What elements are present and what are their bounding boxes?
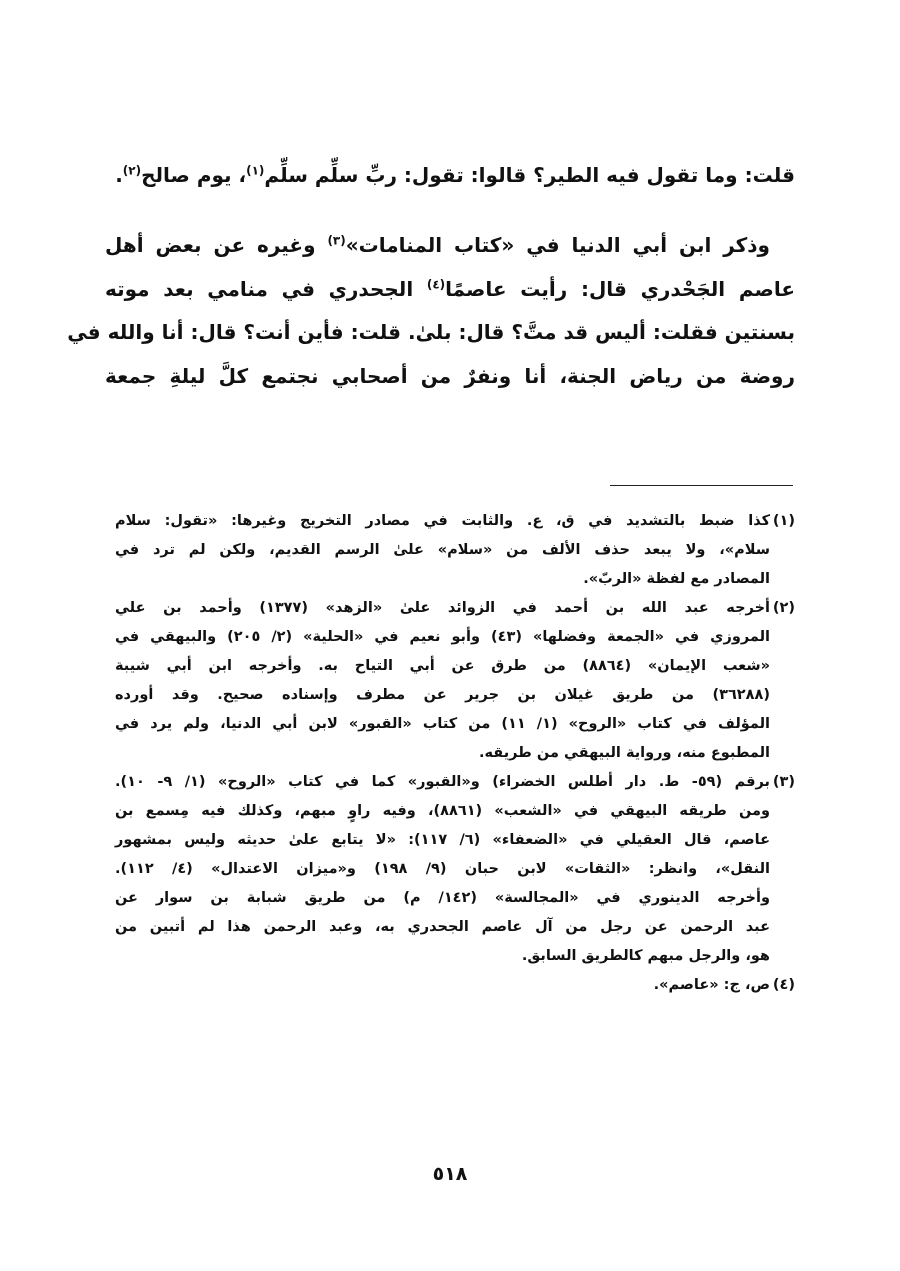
footnote-line: كذا ضبط بالتشديد في ق، ع. والثابت في مصادر التخريج وغيرها: «تقول: سلام [115,513,770,529]
footnote-number: (٢) [772,600,795,616]
footnote-ref[interactable]: (١) [246,163,265,178]
footnote-line: (٣٦٢٨٨) من طريق غيلان بن جرير عن مطرف وإسناده صحيح. وقد أورده [115,687,770,703]
text-segment: عاصم الجَحْدري قال: رأيت عاصمًا [445,277,795,301]
footnote-line: المؤلف في كتاب «الروح» (١/ ١١) من كتاب «القبور» لابن أبي الدنيا، ولم يرد في [115,716,770,732]
footnote-ref[interactable]: (٢) [122,163,142,178]
footnote-line: ومن طريقه البيهقي في «الشعب» (٨٨٦١)، وفيه راوٍ مبهم، وكذلك فيه مِسمع بن [115,803,771,819]
main-text-line [105,223,770,267]
footnote-line: النقل»، وانظر: «الثقات» لابن حبان (٩/ ١٩٨) و«ميزان الاعتدال» (٤/ ١١٢). [115,861,770,877]
main-text-line [105,153,795,197]
text-segment: الجحدري في منامي بعد موته [105,277,427,301]
footnote-line: المطبوع منه، ورواية البيهقي من طريقه. [478,745,770,761]
footnote-line: هو، والرجل مبهم كالطريق السابق. [521,948,770,964]
text-segment: وغيره عن بعض أهل [105,233,328,257]
footnote-line: وأخرجه الدينوري في «المجالسة» (١٤٢/ م) من طريق شبابة بن سوار عن [115,890,770,906]
text-segment: ، يوم صالح [141,163,247,187]
main-text-line [105,267,795,311]
main-text-line: روضة من رياض الجنة، أنا ونفرٌ من أصحابي نجتمع كلَّ ليلةِ جمعة [105,364,795,388]
footnote-number: (١) [772,513,795,529]
footnote-line: عبد الرحمن عن رجل من آل عاصم الجحدري به، وعبد الرحمن هذا لم أتبين من [115,919,770,935]
main-text-line: بسنتين فقلت: أليس قد متَّ؟ قال: بلىٰ. قلت: فأين أنت؟ قال: أنا والله في [67,320,795,344]
page-number: ٥١٨ [432,1163,468,1185]
text-segment: وذكر ابن أبي الدنيا في «كتاب المنامات» [345,233,770,257]
footnote-line: ص، ج: «عاصم». [653,977,770,993]
footnote-line: «شعب الإيمان» (٨٨٦٤) من طرق عن أبي التياح به. وأخرجه ابن أبي شيبة [115,658,770,674]
footnote-separator [610,485,793,486]
footnote-number: (٣) [772,774,795,790]
footnote-line: سلام»، ولا يبعد حذف الألف من «سلام» علىٰ الرسم القديم، ولكن لم ترد في [115,542,770,558]
footnote-line: أخرجه عبد الله بن أحمد في الزوائد علىٰ «الزهد» (١٣٧٧) وأحمد بن علي [115,600,770,616]
footnote-line: المروزي في «الجمعة وفضلها» (٤٣) وأبو نعيم في «الحلية» (٢/ ٢٠٥) والبيهقي في [115,629,770,645]
text-segment: . [115,163,123,187]
footnote-ref[interactable]: (٣) [327,233,346,248]
footnote-number: (٤) [772,977,795,993]
footnote-line: برقم (٥٩- ط. دار أطلس الخضراء) و«القبور» كما في كتاب «الروح» (١/ ٩- ١٠). [115,774,770,790]
footnote-ref[interactable]: (٤) [426,277,446,292]
footnote-line: عاصم، قال العقيلي في «الضعفاء» (٦/ ١١٧): «لا يتابع علىٰ حديثه وليس بمشهور [115,832,770,848]
text-segment: قلت: وما تقول فيه الطير؟ قالوا: تقول: ربِّ سلِّم سلِّم [264,163,795,187]
footnote-line: المصادر مع لفظة «الربّ». [583,571,770,587]
